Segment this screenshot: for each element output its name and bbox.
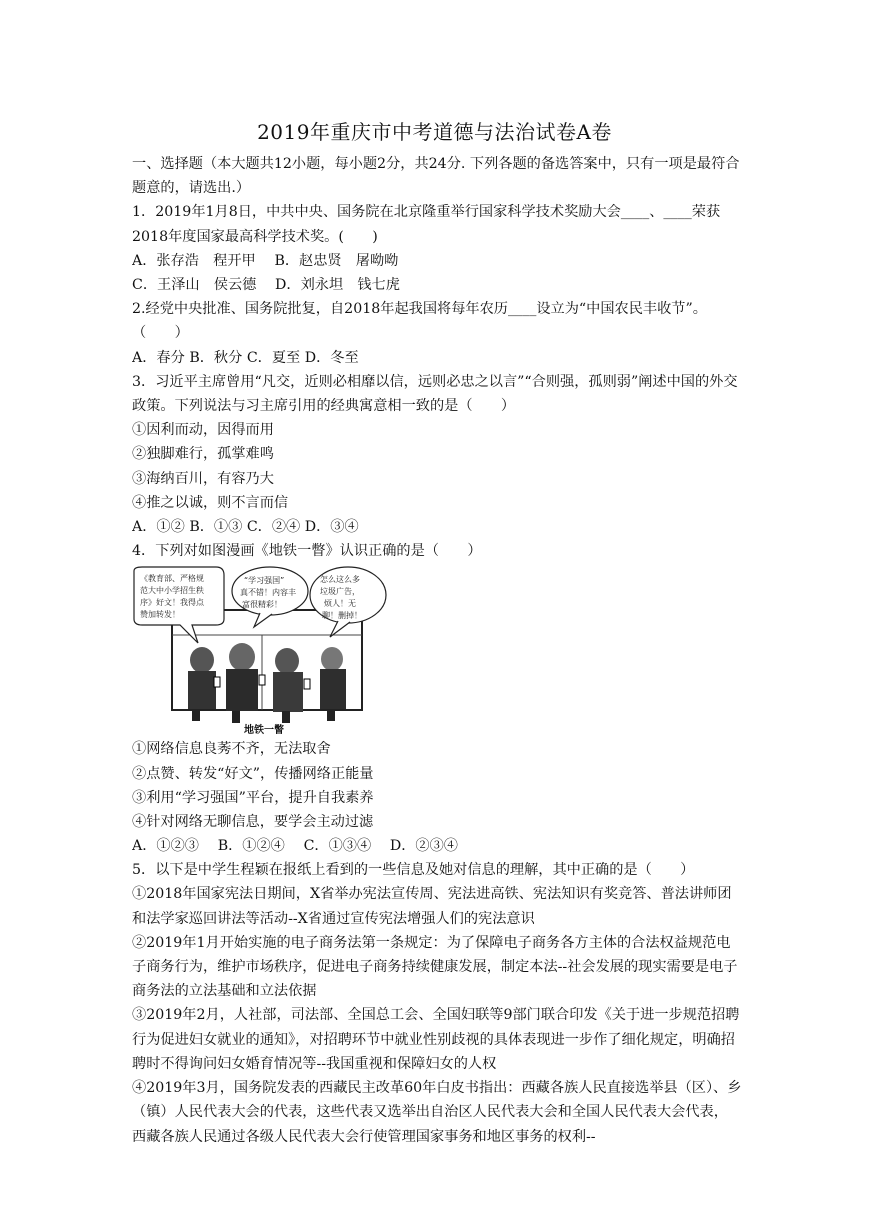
question-1-option-row: A．张存浩 程开甲 B．赵忠贤 屠呦呦 (132, 252, 399, 269)
bubble-1-line: 范大中小学招生秩 (140, 586, 204, 596)
bubble-3-line: 垃圾广告， (320, 587, 360, 597)
cartoon-caption: 地铁一瞥 (244, 725, 284, 737)
exam-body (132, 152, 742, 1149)
question-4-item: ④针对网络无聊信息，要学会主动过滤 (132, 813, 374, 830)
question-4-item: ③利用“学习强国”平台，提升自我素养 (132, 789, 374, 806)
question-4-item: ①网络信息良莠不齐，无法取舍 (132, 741, 331, 758)
question-3-item: ①因利而动，因得而用 (132, 422, 274, 439)
bubble-2-line: “学习强国” (244, 576, 285, 586)
question-1-stem: 1．2019年1月8日，中共中央、国务院在北京隆重举行国家科学技术奖励大会____、____荣获2018年度国家最高科学技术奖。( ) (132, 204, 721, 245)
bubble-1-line: 序》好文！我得点 (140, 598, 204, 608)
bubble-1-line: 《教育部、严格规 (140, 574, 204, 584)
question-1-option-row: C．王泽山 侯云德 D．刘永坦 钱七虎 (132, 277, 400, 293)
bubble-2-line: 富很精彩！ (242, 600, 282, 610)
subway-cartoon-image (132, 565, 392, 737)
question-2-stem: 2.经党中央批准、国务院批复，自2018年起我国将每年农历____设立为“中国农民丰收节”。（ ） (132, 301, 707, 342)
question-3-item: ②独脚难行，孤掌难鸣 (132, 446, 274, 463)
section-heading: 一、选择题（本大题共12小题，每小题2分，共24分. 下列各题的备选答案中，只有一项是最符合题意的，请选出.） (132, 156, 740, 197)
bubble-1-line: 赞加转发！ (140, 610, 180, 620)
question-3-item: ④推之以诚，则不言而信 (132, 494, 289, 511)
question-3-item: ③海纳百川，有容乃大 (132, 470, 274, 487)
question-5-item: ④2019年3月，国务院发表的西藏民主改革60年白皮书指出：西藏各族人民直接选举县（区）、乡（镇）人民代表大会的代表，这些代表又选举出自治区人民代表大会和全国人民代表大会代表，西藏各族人民通过各级人民代表大会行使管理国家事务和地区事务的权利-- (132, 1080, 742, 1145)
subway-cartoon-figure (132, 565, 742, 737)
page-title: 2019年重庆市中考道德与法治试卷A卷 (257, 120, 612, 144)
question-4-option-row: A．①②③ B．①②④ C．①③④ D．②③④ (132, 838, 458, 855)
question-5-item: ②2019年1月开始实施的电子商务法第一条规定：为了保障电子商务各方主体的合法权益规范电子商务行为，维护市场秩序，促进电子商务持续健康发展，制定本法--社会发展的现实需要是电子商务法的立法基础和立法依据 (132, 934, 738, 1000)
question-2-option-row: A．春分 B．秋分 C．夏至 D．冬至 (132, 349, 359, 366)
question-4-item: ②点赞、转发“好文”，传播网络正能量 (132, 765, 374, 782)
bubble-3-line: 聊！删掉！ (322, 611, 362, 621)
question-5-item: ③2019年2月，人社部，司法部、全国总工会、全国妇联等9部门联合印发《关于进一步规范招聘行为促进妇女就业的通知》，对招聘环节中就业性别歧视的具体表现进一步作了细化规定，明确招聘时不得询问妇女婚育情况等--我国重视和保障妇女的人权 (132, 1007, 740, 1072)
question-3-stem: 3．习近平主席曾用“凡交，近则必相靡以信，远则必忠之以言”“合则强，孤则弱”阐述中国的外交政策。下列说法与习主席引用的经典寓意相一致的是（ ） (132, 373, 738, 414)
question-5-stem: 5．以下是中学生程颖在报纸上看到的一些信息及她对信息的理解，其中正确的是（ ） (132, 862, 695, 879)
question-5-item: ①2018年国家宪法日期间，X省举办宪法宣传周、宪法进高铁、宪法知识有奖竞答、普法讲师团和法学家巡回讲法等活动--X省通过宣传宪法增强人们的宪法意识 (132, 886, 732, 927)
bubble-2-line: 真不错！内容丰 (240, 588, 296, 598)
question-3-option-row: A．①② B．①③ C．②④ D．③④ (132, 518, 359, 535)
bubble-3-line: 怎么这么多 (320, 575, 360, 585)
question-4-stem: 4．下列对如图漫画《地铁一瞥》认识正确的是（ ） (132, 543, 482, 560)
bubble-3-line: 烦人！无 (324, 599, 356, 609)
